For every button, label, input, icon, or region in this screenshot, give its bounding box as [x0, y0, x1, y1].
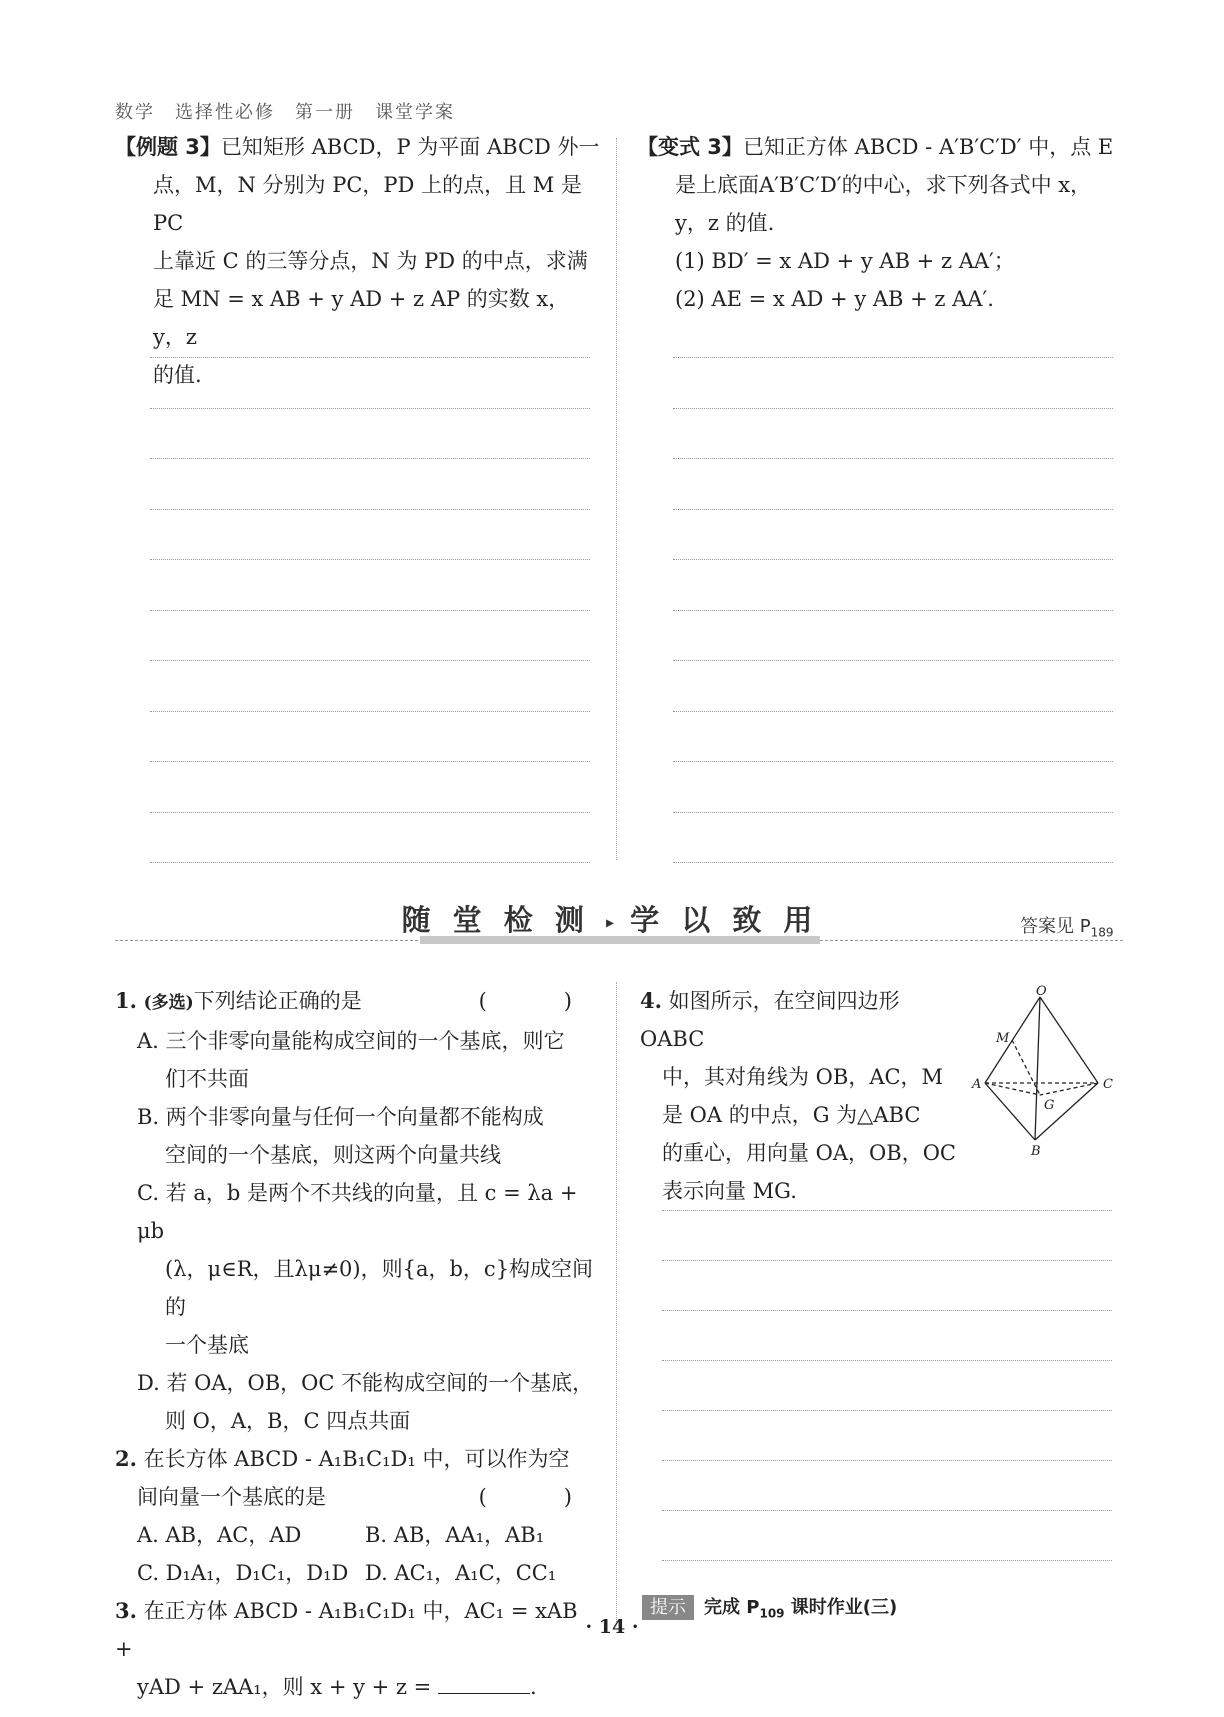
q2-option-c: C. D₁A₁，D₁C₁，D₁D [137, 1561, 349, 1585]
answer-line[interactable] [150, 711, 590, 712]
variant-3-line: 是上底面A′B′C′D′的中心，求下列各式中 x， [675, 173, 1092, 197]
q1-option-d: D. 若 OA，OB，OC 不能构成空间的一个基底， [137, 1371, 594, 1395]
variant-3-line: (1) BD′ = x AD + y AB + z AA′； [675, 249, 1015, 273]
hint-page: 109 [759, 1606, 785, 1621]
q4-line: 如图所示，在空间四边形 OABC [640, 989, 900, 1051]
hint-suffix: 课时作业(三) [784, 1597, 898, 1618]
example-3-line: 足 MN = x AB + y AD + z AP 的实数 x，y，z [153, 287, 570, 349]
example-3-line: 的值. [153, 363, 202, 387]
figure-label-b: B [1031, 1144, 1041, 1159]
answer-line[interactable] [662, 1310, 1112, 1311]
answer-line[interactable] [150, 761, 590, 762]
q1-option-a: A. 三个非零向量能构成空间的一个基底，则它 [137, 1029, 565, 1053]
answer-line[interactable] [673, 761, 1113, 762]
answer-reference [1020, 912, 1113, 940]
variant-3-line: 已知正方体 ABCD - A′B′C′D′ 中，点 E [742, 135, 1114, 159]
q2-option-a: A. AB，AC，AD [137, 1523, 302, 1547]
q1-stem: 下列结论正确的是 [193, 989, 362, 1013]
q2-stem: 在长方体 ABCD - A₁B₁C₁D₁ 中，可以作为空 [143, 1447, 570, 1471]
answer-line[interactable] [662, 1510, 1112, 1511]
q1-option-a-cont: 们不共面 [165, 1067, 249, 1091]
q3-line: 在正方体 ABCD - A₁B₁C₁D₁ 中，AC₁ = xAB + [115, 1599, 578, 1661]
figure-label-g: G [1044, 1098, 1055, 1113]
answer-line[interactable] [662, 1360, 1112, 1361]
answer-line[interactable] [673, 357, 1113, 358]
q3-answer-blank[interactable] [438, 1673, 530, 1694]
figure-label-m: M [996, 1031, 1010, 1046]
column-divider-lower [616, 982, 617, 1622]
section-banner [380, 898, 840, 939]
q3-end: . [529, 1675, 537, 1699]
q2-number: 2. [115, 1446, 137, 1471]
answer-line[interactable] [150, 660, 590, 661]
example-3-line: 上靠近 C 的三等分点，N 为 PD 的中点，求满 [153, 249, 588, 273]
figure-label-c: C [1103, 1077, 1113, 1092]
answer-line[interactable] [673, 509, 1113, 510]
figure-label-o: O [1036, 985, 1047, 999]
section-title-right: 学 以 致 用 [630, 903, 819, 937]
answer-line[interactable] [662, 1260, 1112, 1261]
answer-line[interactable] [673, 610, 1113, 611]
arrow-icon: ▸ [605, 912, 615, 932]
answer-line[interactable] [673, 458, 1113, 459]
q1-option-d-cont: 则 O，A，B，C 四点共面 [165, 1409, 411, 1433]
figure-label-a: A [972, 1077, 982, 1092]
variant-3-label: 【变式 3】 [637, 135, 743, 159]
q4-line: 中，其对角线为 OB，AC，M [662, 1065, 944, 1089]
page-header: 数学 选择性必修 第一册 课堂学案 [115, 102, 455, 123]
answer-line[interactable] [673, 408, 1113, 409]
q1-number: 1. [115, 988, 137, 1013]
q4-line: 是 OA 的中点，G 为△ABC [662, 1103, 921, 1127]
answer-line[interactable] [150, 408, 590, 409]
q1-option-c-cont2: 一个基底 [165, 1333, 249, 1357]
q1-tag: (多选) [143, 993, 194, 1013]
example-3-line: 点，M，N 分别为 PC，PD 上的点，且 M 是 PC [153, 173, 582, 235]
answer-line[interactable] [662, 1210, 1112, 1211]
answer-line[interactable] [673, 711, 1113, 712]
answer-line[interactable] [150, 862, 590, 863]
hint-tag: 提示 [642, 1595, 694, 1620]
q1-option-c-cont: (λ，μ∈R，且λμ≠0)，则{a，b，c}构成空间的 [165, 1257, 594, 1319]
answer-line[interactable] [673, 660, 1113, 661]
q4-line: 表示向量 MG. [662, 1179, 797, 1203]
q1-option-c: C. 若 a，b 是两个不共线的向量，且 c = λa + μb [137, 1181, 578, 1243]
answer-ref-page: 189 [1090, 925, 1114, 940]
page-number: · 14 · [585, 1616, 639, 1638]
variant-3 [637, 128, 1127, 318]
example-3 [115, 128, 600, 394]
hint-text: 完成 P [704, 1597, 760, 1618]
answer-line[interactable] [150, 509, 590, 510]
column-divider [616, 138, 617, 860]
answer-line[interactable] [150, 812, 590, 813]
q3-number: 3. [115, 1598, 137, 1623]
answer-line[interactable] [673, 559, 1113, 560]
example-3-line: 已知矩形 ABCD，P 为平面 ABCD 外一 [220, 135, 600, 159]
answer-line[interactable] [662, 1460, 1112, 1461]
question-4 [640, 982, 960, 1210]
answer-line[interactable] [150, 458, 590, 459]
answer-ref-text: 答案见 P [1020, 916, 1091, 937]
answer-line[interactable] [150, 559, 590, 560]
answer-line[interactable] [150, 610, 590, 611]
variant-3-line: (2) AE = x AD + y AB + z AA′. [675, 287, 994, 311]
answer-line[interactable] [150, 357, 590, 358]
answer-line[interactable] [662, 1410, 1112, 1411]
q1-option-b: B. 两个非零向量与任何一个向量都不能构成 [137, 1105, 544, 1129]
answer-line[interactable] [673, 862, 1113, 863]
q2-paren: ( ) [478, 1485, 600, 1509]
q1-option-b-cont: 空间的一个基底，则这两个向量共线 [165, 1143, 501, 1167]
variant-3-line: y，z 的值. [675, 211, 775, 235]
q2-option-b: B. AB，AA₁，AB₁ [365, 1523, 545, 1547]
q2-option-d: D. AC₁，A₁C，CC₁ [365, 1561, 557, 1585]
answer-line[interactable] [662, 1560, 1112, 1561]
q4-line: 的重心，用向量 OA，OB，OC [662, 1141, 956, 1165]
example-3-label: 【例题 3】 [115, 135, 221, 159]
answer-line[interactable] [673, 812, 1113, 813]
q2-stem-cont: 间向量一个基底的是 [137, 1485, 326, 1509]
q4-number: 4. [640, 988, 662, 1013]
section-title-left: 随 堂 检 测 [401, 903, 590, 937]
q3-line-cont: yAD + zAA₁，则 x + y + z = [137, 1675, 432, 1699]
tetrahedron-figure [960, 985, 1120, 1160]
questions-left [115, 982, 600, 1706]
q1-paren: ( ) [478, 989, 600, 1013]
